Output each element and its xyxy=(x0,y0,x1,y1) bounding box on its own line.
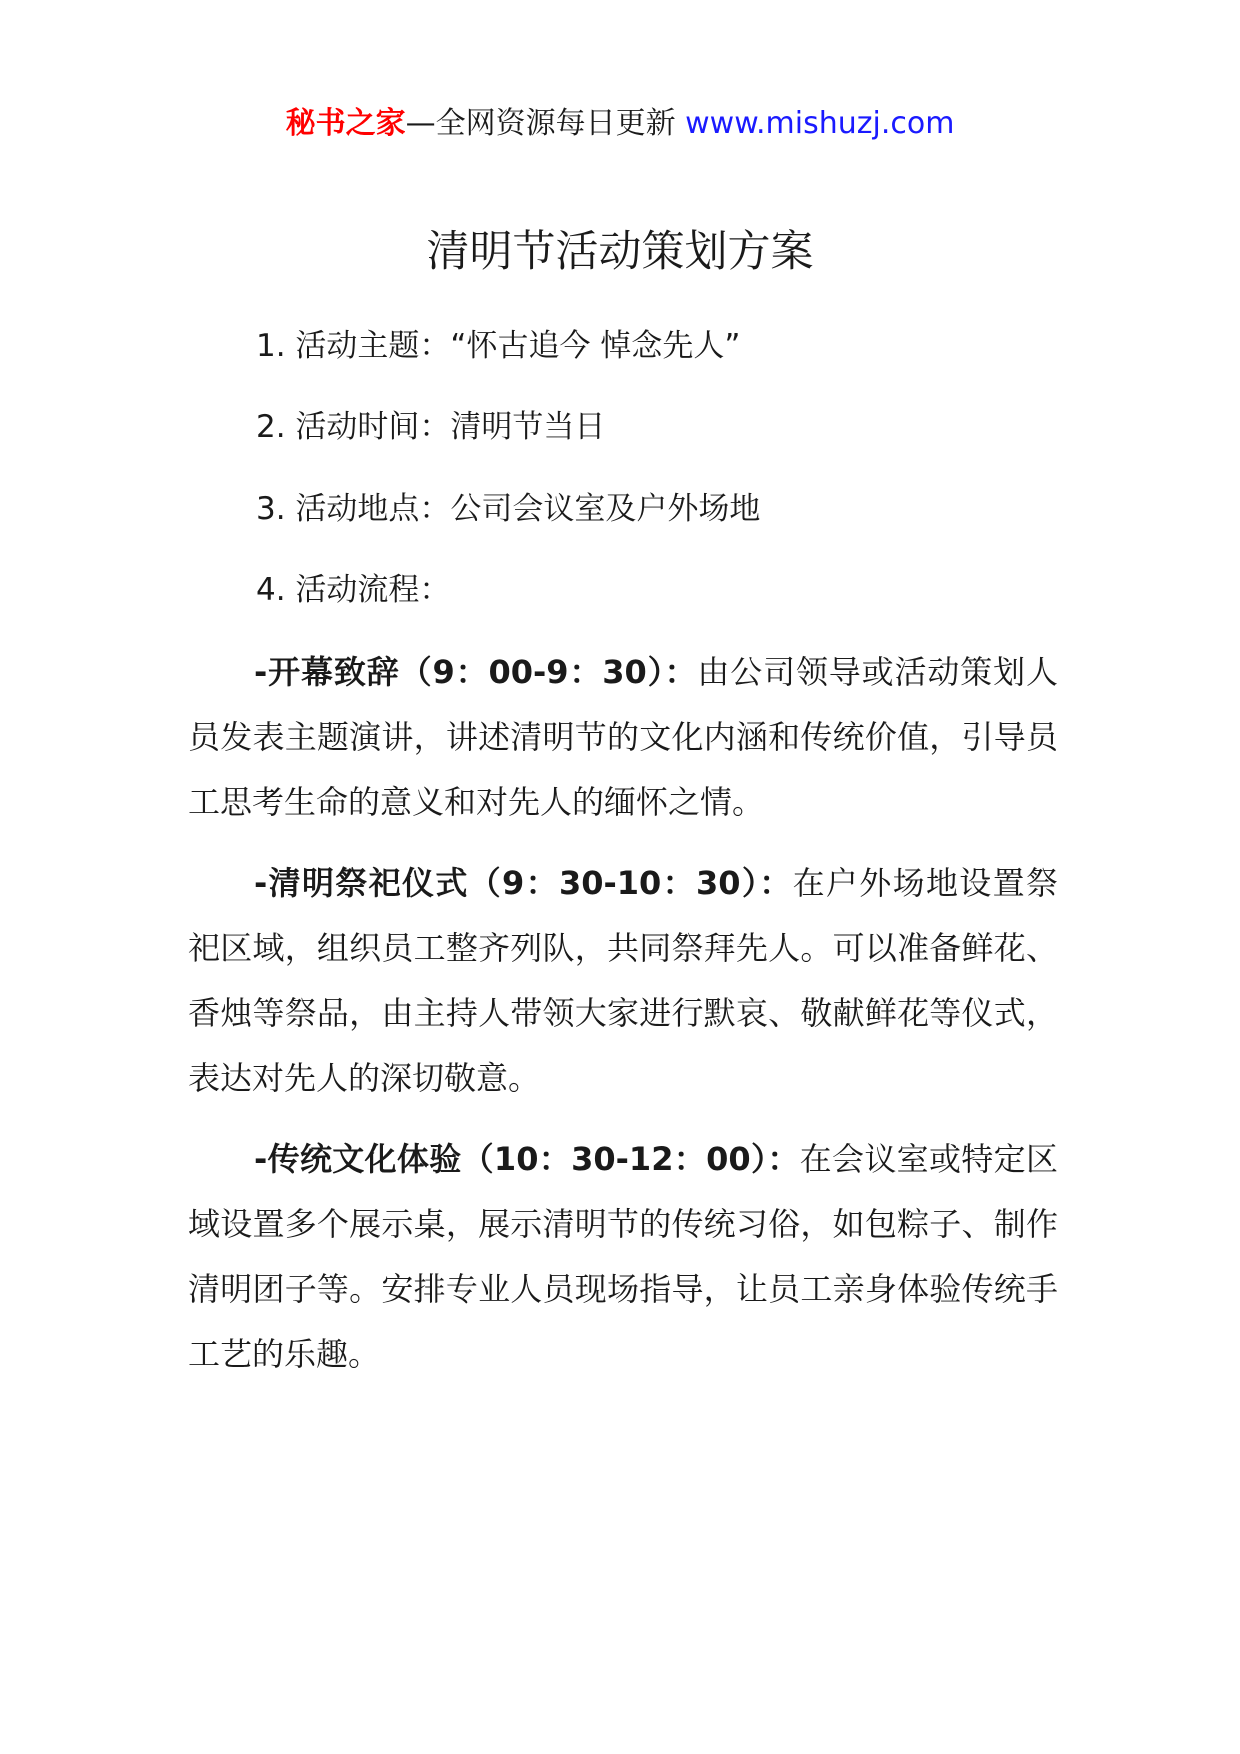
section-heading: -开幕致辞（9：00-9：30）： xyxy=(254,653,698,691)
document-title: 清明节活动策划方案 xyxy=(426,227,814,277)
section-heading: -清明祭祀仪式（9：30-10：30）： xyxy=(254,864,793,902)
list-item-theme: 1. 活动主题：“怀古追今 悼念先人” xyxy=(256,328,741,364)
section-memorial-ceremony xyxy=(188,851,1058,1111)
site-url[interactable]: www.mishuzj.com xyxy=(685,106,955,141)
section-body: 在户外场地设置祭祀区域，组织员工整齐列队，共同祭拜先人。可以准备鲜花、香烛等祭品，由主持人带领大家进行默哀、敬献鲜花等仪式，表达对先人的深切敬意。 xyxy=(188,864,1058,1097)
brand-name: 秘书之家 xyxy=(285,106,406,141)
section-opening-speech xyxy=(188,640,1058,835)
list-item-time: 2. 活动时间：清明节当日 xyxy=(256,409,606,445)
list-item-process: 4. 活动流程： xyxy=(256,572,451,608)
section-heading: -传统文化体验（10：30-12：00）： xyxy=(254,1140,800,1178)
site-header xyxy=(0,102,1240,146)
list-item-location: 3. 活动地点：公司会议室及户外场地 xyxy=(256,491,761,527)
section-body: 在会议室或特定区域设置多个展示桌，展示清明节的传统习俗，如包粽子、制作清明团子等。安排专业人员现场指导，让员工亲身体验传统手工艺的乐趣。 xyxy=(188,1140,1058,1373)
section-culture-experience xyxy=(188,1127,1058,1387)
header-slogan: —全网资源每日更新 xyxy=(405,106,686,141)
section-body: 由公司领导或活动策划人员发表主题演讲，讲述清明节的文化内涵和传统价值，引导员工思考生命的意义和对先人的缅怀之情。 xyxy=(188,653,1058,821)
